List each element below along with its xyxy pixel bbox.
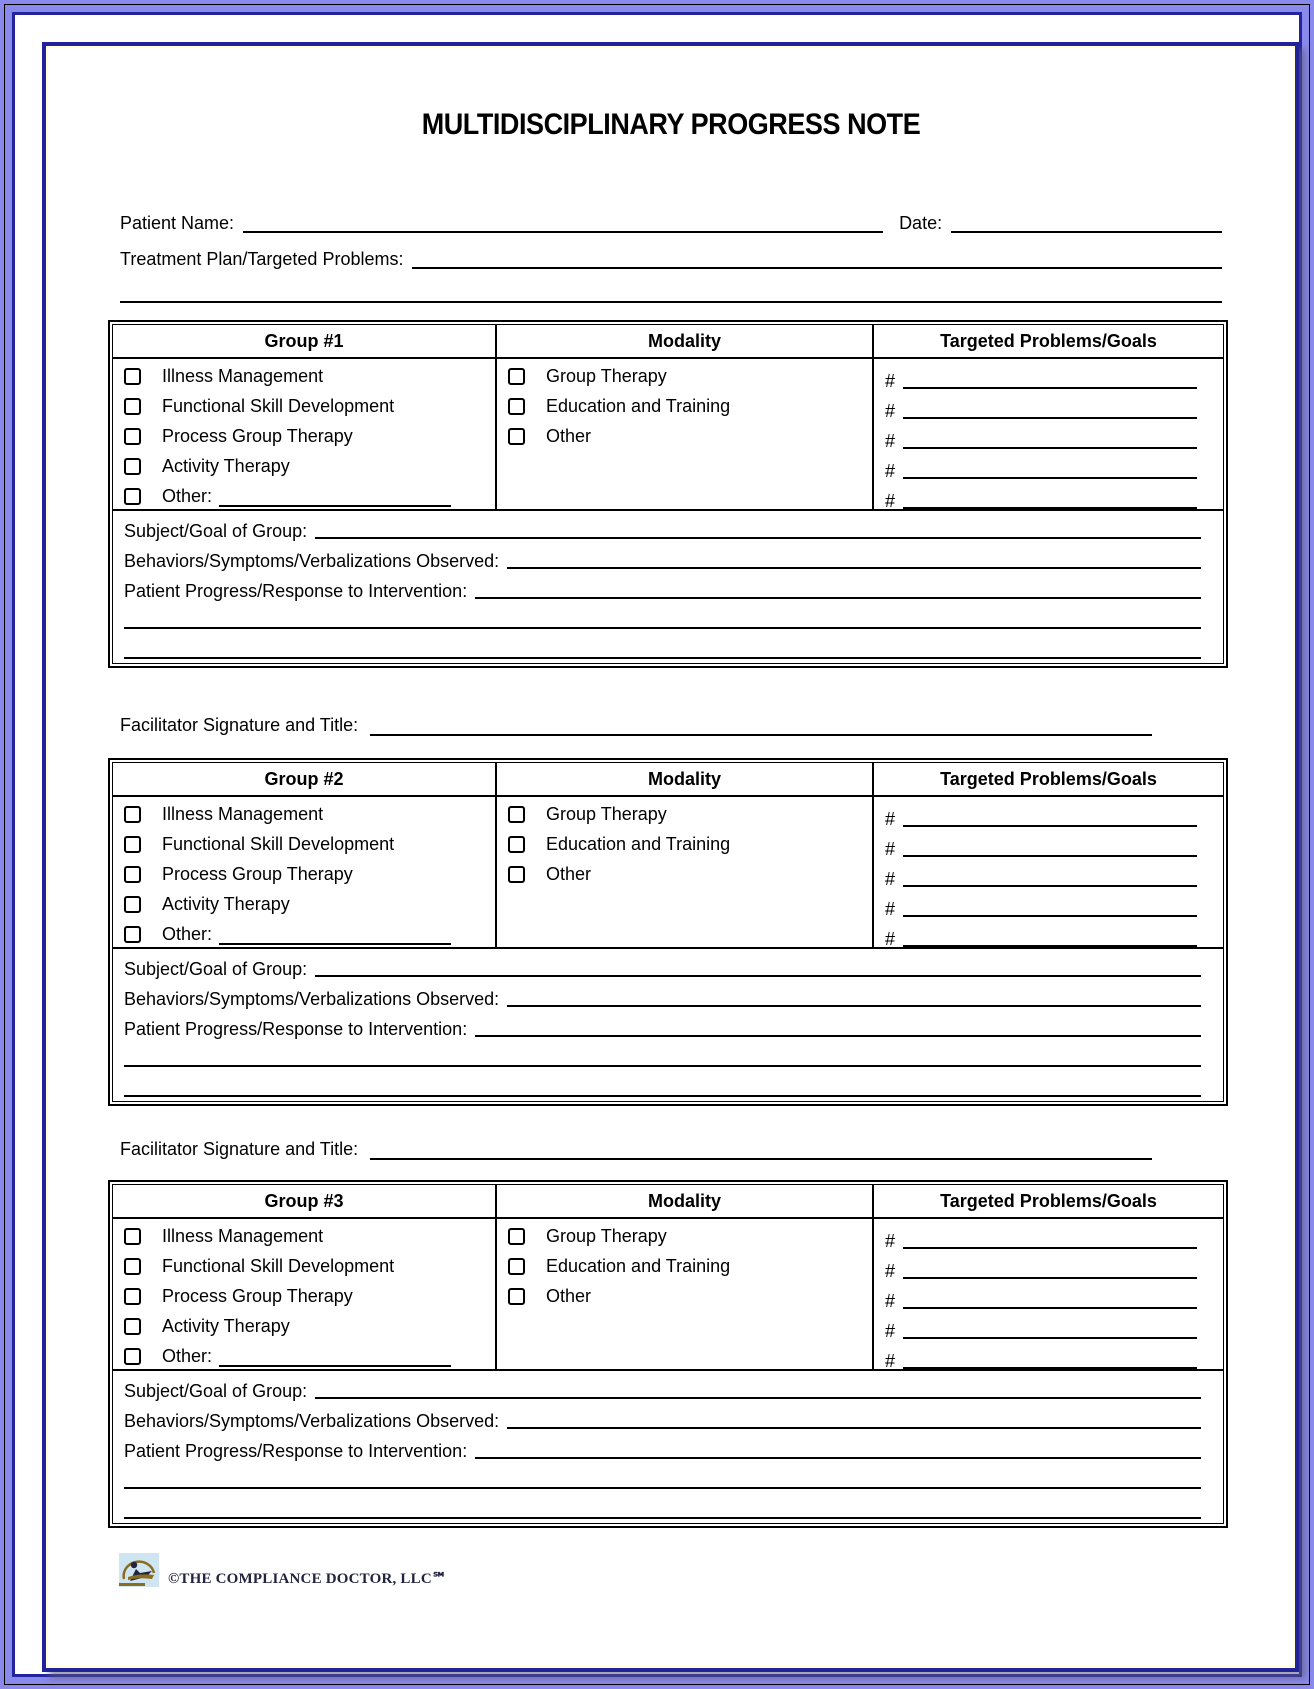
checkbox-label: Other [546,1285,592,1306]
goal-row [874,1221,1223,1251]
checkbox-row-other [113,1341,495,1371]
hash-label: # [885,1351,896,1371]
goal-fill-line[interactable] [903,884,1197,887]
checkbox-education-training[interactable] [508,1258,525,1275]
blank-row [113,1039,1223,1069]
hash-label: # [885,899,896,919]
checkbox-process-group[interactable] [124,866,141,883]
group3-notes [113,1371,1223,1523]
goal-fill-line[interactable] [903,824,1197,827]
group2-table [108,758,1228,1106]
blank-fill-line[interactable] [124,1064,1201,1067]
blank-row [113,601,1223,631]
hash-label: # [885,869,896,889]
page-title-text: MULTIDISCIPLINARY PROGRESS NOTE [421,108,921,141]
checkbox-illness-management[interactable] [124,368,141,385]
blank-fill-line[interactable] [124,1486,1201,1489]
blank-row [113,1461,1223,1491]
checkbox-label: Other [546,863,592,884]
treatment-plan-fill-line[interactable] [412,266,1222,269]
blank-fill-line[interactable] [124,1094,1201,1097]
checkbox-label: Group Therapy [546,1225,667,1246]
patient-name-fill-line[interactable] [243,230,883,233]
hash-label: # [885,1291,896,1311]
group1-body [113,359,1223,511]
subject-row [113,511,1223,541]
behaviors-label: Behaviors/Symptoms/Verbalizations Observed: [124,1411,500,1431]
checkbox-row [497,391,872,421]
goal-fill-line[interactable] [903,446,1197,449]
progress-fill-line[interactable] [475,596,1201,599]
goal-row [874,481,1223,511]
checkbox-label: Activity Therapy [162,893,290,914]
facilitator-label: Facilitator Signature and Title: [120,1139,359,1159]
hash-label: # [885,929,896,949]
modality-header: Modality [497,763,874,795]
progress-fill-line[interactable] [475,1034,1201,1037]
hash-label: # [885,371,896,391]
checkbox-functional-skill[interactable] [124,1258,141,1275]
checkbox-row [497,799,872,829]
checkbox-process-group[interactable] [124,428,141,445]
checkbox-label: Process Group Therapy [162,1285,353,1306]
subject-row [113,949,1223,979]
checkbox-label: Other [546,425,592,446]
goals-header: Targeted Problems/Goals [940,1190,1157,1211]
checkbox-row [497,1221,872,1251]
goal-fill-line[interactable] [903,1306,1197,1309]
behaviors-fill-line[interactable] [507,566,1201,569]
checkbox-group-therapy[interactable] [508,368,525,385]
modality-header: Modality [497,1185,874,1217]
checkbox-row [113,1281,495,1311]
subject-fill-line[interactable] [315,536,1201,539]
checkbox-row [113,361,495,391]
goal-row [874,919,1223,949]
behaviors-label: Behaviors/Symptoms/Verbalizations Observed: [124,551,500,571]
checkbox-label: Illness Management [162,365,324,386]
group2-title: Group #2 [113,763,497,795]
subject-fill-line[interactable] [315,974,1201,977]
checkbox-label: Other: [162,923,213,944]
goal-fill-line[interactable] [903,1276,1197,1279]
goal-row [874,799,1223,829]
goal-fill-line[interactable] [903,914,1197,917]
group2-body [113,797,1223,949]
checkbox-group-therapy[interactable] [508,1228,525,1245]
checkbox-activity-therapy[interactable] [124,458,141,475]
checkbox-label: Illness Management [162,803,324,824]
checkbox-label: Education and Training [546,833,731,854]
hash-label: # [885,1321,896,1341]
blank-row [113,1069,1223,1099]
checkbox-education-training[interactable] [508,398,525,415]
checkbox-row [497,829,872,859]
blank-fill-line[interactable] [124,656,1201,659]
checkbox-row [497,1281,872,1311]
checkbox-modality-other[interactable] [508,1288,525,1305]
checkbox-label: Functional Skill Development [162,395,395,416]
group3-header-row [113,1185,1223,1219]
group1-title: Group #1 [113,325,497,357]
goals-header: Targeted Problems/Goals [940,330,1157,351]
treatment-plan-label: Treatment Plan/Targeted Problems: [120,249,404,269]
checkbox-row [497,1251,872,1281]
date-label: Date: [899,213,943,233]
goal-fill-line[interactable] [903,386,1197,389]
group1-notes [113,511,1223,663]
blank-row [113,1491,1223,1521]
blank-row [113,631,1223,661]
other-fill-line[interactable] [219,942,451,945]
group3-body [113,1219,1223,1371]
subject-label: Subject/Goal of Group: [124,521,308,541]
treatment-plan-row [120,240,1222,269]
progress-label: Patient Progress/Response to Intervention: [124,581,468,601]
checkbox-label: Functional Skill Development [162,1255,395,1276]
goal-row [874,1281,1223,1311]
checkbox-label: Activity Therapy [162,455,290,476]
checkbox-education-training[interactable] [508,836,525,853]
facilitator-fill-line[interactable] [370,1157,1152,1160]
goal-row [874,1251,1223,1281]
goal-row [874,421,1223,451]
checkbox-row [113,1251,495,1281]
treatment-plan-row-2 [120,274,1222,303]
progress-fill-line[interactable] [475,1456,1201,1459]
checkbox-row [113,799,495,829]
form-page [42,42,1299,1672]
checkbox-label: Process Group Therapy [162,425,353,446]
goal-row [874,859,1223,889]
goal-row [874,391,1223,421]
checkbox-row [113,421,495,451]
checkbox-row [497,361,872,391]
group2-notes [113,949,1223,1101]
facilitator-label: Facilitator Signature and Title: [120,715,359,735]
subject-row [113,1371,1223,1401]
behaviors-row [113,541,1223,571]
blank-fill-line[interactable] [124,1516,1201,1519]
checkbox-functional-skill[interactable] [124,836,141,853]
progress-row [113,571,1223,601]
behaviors-row [113,1401,1223,1431]
goal-fill-line[interactable] [903,1366,1197,1369]
checkbox-row [497,421,872,451]
facilitator-row-1 [120,708,1222,736]
facilitator-row-2 [120,1132,1222,1160]
goal-row [874,1341,1223,1371]
checkbox-activity-therapy[interactable] [124,1318,141,1335]
progress-label: Patient Progress/Response to Intervention: [124,1019,468,1039]
subject-fill-line[interactable] [315,1396,1201,1399]
checkbox-row [113,1221,495,1251]
hash-label: # [885,431,896,451]
checkbox-row-other [113,481,495,511]
checkbox-label: Group Therapy [546,365,667,386]
checkbox-row [497,859,872,889]
checkbox-label: Process Group Therapy [162,863,353,884]
checkbox-row [113,829,495,859]
goals-header: Targeted Problems/Goals [940,768,1157,789]
hash-label: # [885,461,896,481]
behaviors-label: Behaviors/Symptoms/Verbalizations Observed: [124,989,500,1009]
group2-header-row [113,763,1223,797]
checkbox-label: Activity Therapy [162,1315,290,1336]
checkbox-label: Group Therapy [546,803,667,824]
checkbox-label: Education and Training [546,395,731,416]
goal-row [874,829,1223,859]
checkbox-other[interactable] [124,1348,141,1365]
goal-row [874,361,1223,391]
patient-name-label: Patient Name: [120,213,235,233]
group1-table [108,320,1228,668]
hash-label: # [885,401,896,421]
progress-row [113,1431,1223,1461]
hash-label: # [885,1261,896,1281]
checkbox-row [113,451,495,481]
behaviors-row [113,979,1223,1009]
facilitator-fill-line[interactable] [370,733,1152,736]
group3-table [108,1180,1228,1528]
goal-fill-line[interactable] [903,476,1197,479]
subject-label: Subject/Goal of Group: [124,959,308,979]
checkbox-modality-other[interactable] [508,866,525,883]
goal-fill-line[interactable] [903,416,1197,419]
patient-date-row [120,204,1222,233]
other-fill-line[interactable] [219,504,451,507]
group3-title: Group #3 [113,1185,497,1217]
goal-row [874,451,1223,481]
progress-row [113,1009,1223,1039]
subject-label: Subject/Goal of Group: [124,1381,308,1401]
goal-row [874,889,1223,919]
checkbox-label: Education and Training [546,1255,731,1276]
other-fill-line[interactable] [219,1364,451,1367]
checkbox-row [113,889,495,919]
hash-label: # [885,839,896,859]
compliance-doctor-logo-icon [116,1553,162,1593]
behaviors-fill-line[interactable] [507,1004,1201,1007]
checkbox-functional-skill[interactable] [124,398,141,415]
goal-fill-line[interactable] [903,854,1197,857]
footer [116,1552,1222,1594]
brand-text: ©THE COMPLIANCE DOCTOR, LLC℠ [168,1570,448,1587]
checkbox-modality-other[interactable] [508,428,525,445]
blank-fill-line[interactable] [124,626,1201,629]
checkbox-group-therapy[interactable] [508,806,525,823]
checkbox-row [113,391,495,421]
checkbox-illness-management[interactable] [124,806,141,823]
checkbox-process-group[interactable] [124,1288,141,1305]
goal-fill-line[interactable] [903,1336,1197,1339]
hash-label: # [885,491,896,511]
checkbox-other[interactable] [124,488,141,505]
goal-fill-line[interactable] [903,506,1197,509]
hash-label: # [885,809,896,829]
page-title [120,108,1222,142]
checkbox-row [113,1311,495,1341]
checkbox-other[interactable] [124,926,141,943]
checkbox-illness-management[interactable] [124,1228,141,1245]
checkbox-row-other [113,919,495,949]
checkbox-label: Other: [162,485,213,506]
hash-label: # [885,1231,896,1251]
checkbox-activity-therapy[interactable] [124,896,141,913]
goal-fill-line[interactable] [903,944,1197,947]
goal-row [874,1311,1223,1341]
modality-header: Modality [497,325,874,357]
group1-header-row [113,325,1223,359]
checkbox-row [113,859,495,889]
behaviors-fill-line[interactable] [507,1426,1201,1429]
goal-fill-line[interactable] [903,1246,1197,1249]
treatment-plan-fill-line-2[interactable] [120,300,1222,303]
checkbox-label: Illness Management [162,1225,324,1246]
date-fill-line[interactable] [951,230,1222,233]
checkbox-label: Other: [162,1345,213,1366]
checkbox-label: Functional Skill Development [162,833,395,854]
progress-label: Patient Progress/Response to Intervention: [124,1441,468,1461]
